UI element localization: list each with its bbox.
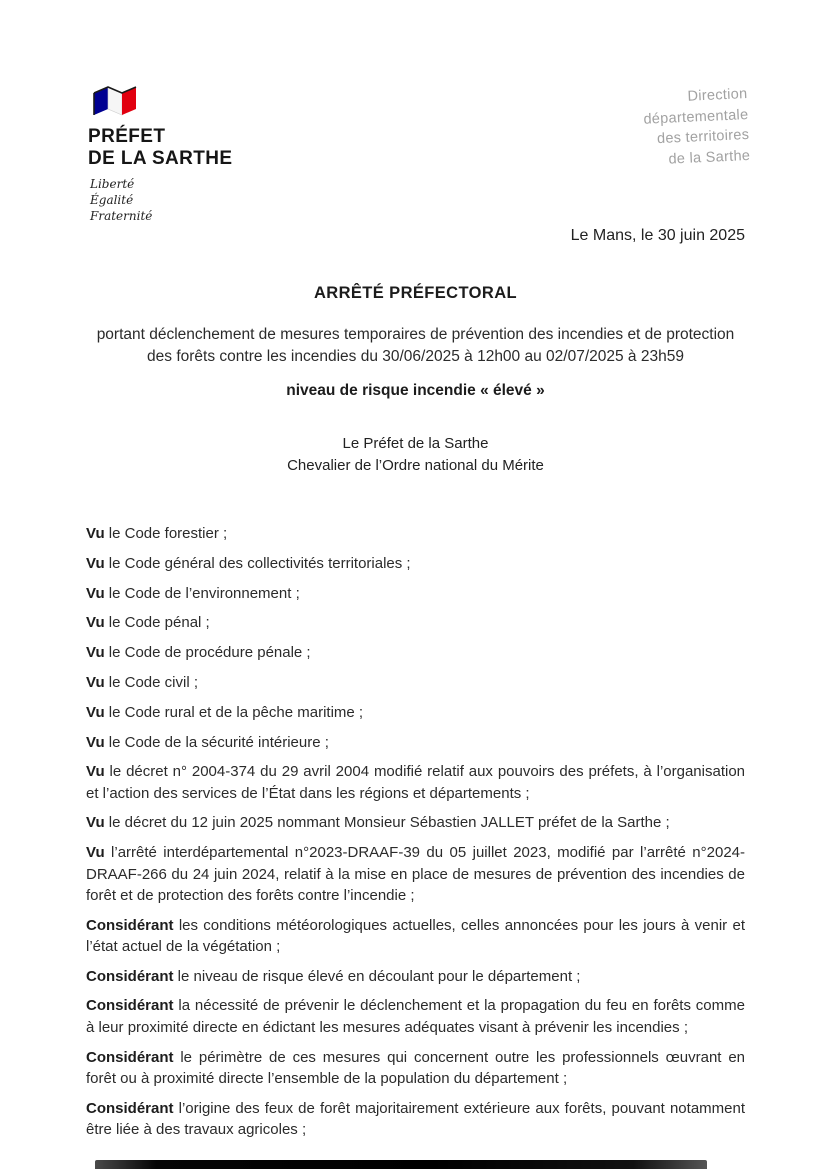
recital-text: les conditions météorologiques actuelles, celles annoncées pour les jours à venir et l’état actuel de la végétation ; <box>86 916 745 955</box>
recital-text: la nécessité de prévenir le déclenchement et la propagation du feu en forêts comme à leur proximité directe en édictant les mesures adéquates visant à prévenir les incendies ; <box>86 997 745 1036</box>
recital-lead: Vu <box>86 644 105 662</box>
recital-paragraph <box>86 583 745 604</box>
dateline: Le Mans, le 30 juin 2025 <box>570 227 745 244</box>
authority-block <box>86 433 745 478</box>
recital-lead: Considérant <box>86 916 174 934</box>
recital-paragraph <box>86 732 745 753</box>
recital-lead: Vu <box>86 703 105 721</box>
recital-text: l’origine des feux de forêt majoritairement extérieure aux forêts, pouvant notamment être liée à des travaux agricoles ; <box>86 1099 745 1138</box>
authority-line2: Chevalier de l’Ordre national du Mérite <box>287 457 544 475</box>
republic-motto <box>90 177 233 224</box>
french-flag-icon <box>90 84 142 120</box>
recital-lead: Considérant <box>86 1048 174 1066</box>
recital-lead: Vu <box>86 614 105 632</box>
service-line3: des territoires <box>656 127 750 148</box>
recital-paragraph <box>86 995 745 1038</box>
recital-text: le décret du 12 juin 2025 nommant Monsieur Sébastien JALLET préfet de la Sarthe ; <box>104 814 670 832</box>
recital-text: le Code forestier ; <box>104 524 228 542</box>
recital-lead: Vu <box>86 844 105 862</box>
recital-paragraph <box>86 915 745 958</box>
recital-lead: Considérant <box>86 997 174 1015</box>
recital-paragraph <box>86 523 745 544</box>
service-line4: de la Sarthe <box>668 147 751 168</box>
recital-paragraph <box>86 553 745 574</box>
recital-text: le Code de l’environnement ; <box>104 584 300 602</box>
recital-text: le niveau de risque élevé en découlant pour le département ; <box>173 967 581 985</box>
recital-lead: Vu <box>86 763 105 781</box>
recital-text: le périmètre de ces mesures qui concernent outre les professionnels œuvrant en forêt ou à proximité directe l’ensemble de la population du département ; <box>86 1048 745 1087</box>
recital-text: le Code de la sécurité intérieure ; <box>104 733 329 751</box>
recital-text: le décret n° 2004-374 du 29 avril 2004 modifié relatif aux pouvoirs des préfets, à l’organisation et l’action des services de l’État dans les régions et départements ; <box>86 763 745 802</box>
recital-text: le Code général des collectivités territoriales ; <box>104 554 411 572</box>
recital-paragraph <box>86 812 745 833</box>
ministry-line2: DE LA SARTHE <box>88 148 233 170</box>
scan-edge-artifact <box>95 1160 707 1169</box>
recital-paragraph <box>86 642 745 663</box>
service-line2: départementale <box>643 106 749 128</box>
risk-level-line: niveau de risque incendie « élevé » <box>286 381 545 399</box>
recital-lead: Vu <box>86 673 105 691</box>
recital-text: le Code civil ; <box>104 673 198 691</box>
document-subtitle: portant déclenchement de mesures temporaires de prévention des incendies et de protection des forêts contre les incendies du 30/06/2025 à 12h00 au 02/07/2025 à 23h59 <box>96 326 735 366</box>
document-title: ARRÊTÉ PRÉFECTORAL <box>313 284 518 302</box>
motto-liberte: Liberté <box>90 177 135 192</box>
recital-lead: Vu <box>86 584 105 602</box>
recital-paragraph <box>86 612 745 633</box>
recitals-list <box>86 523 745 1140</box>
recital-paragraph <box>86 966 745 987</box>
recital-paragraph <box>86 672 745 693</box>
recital-lead: Vu <box>86 814 105 832</box>
recital-lead: Vu <box>86 733 105 751</box>
recital-paragraph <box>86 1098 745 1141</box>
recital-lead: Vu <box>86 524 105 542</box>
recital-paragraph <box>86 1047 745 1090</box>
recital-lead: Vu <box>86 554 105 572</box>
issuing-service <box>642 84 751 171</box>
recital-text: l’arrêté interdépartemental n°2023-DRAAF-39 du 05 juillet 2023, modifié par l’arrêté n°2024-DRAAF-266 du 24 juin 2024, relatif à la mise en place de mesures de prévention des incendies de forêt et de protection des forêts contre l’incendie ; <box>86 844 745 904</box>
recital-paragraph <box>86 761 745 804</box>
prefecture-logo <box>88 84 233 225</box>
recital-text: le Code de procédure pénale ; <box>104 644 311 662</box>
authority-line1: Le Préfet de la Sarthe <box>342 434 489 452</box>
ministry-line1: PRÉFET <box>88 126 166 147</box>
recital-lead: Considérant <box>86 967 174 985</box>
recital-text: le Code pénal ; <box>104 614 210 632</box>
service-line1: Direction <box>687 85 748 105</box>
motto-fraternite: Fraternité <box>90 208 153 223</box>
recital-paragraph <box>86 842 745 906</box>
recital-lead: Considérant <box>86 1099 174 1117</box>
motto-egalite: Égalité <box>90 192 134 207</box>
recital-paragraph <box>86 702 745 723</box>
recital-text: le Code rural et de la pêche maritime ; <box>104 703 364 721</box>
document-body <box>86 284 745 1149</box>
